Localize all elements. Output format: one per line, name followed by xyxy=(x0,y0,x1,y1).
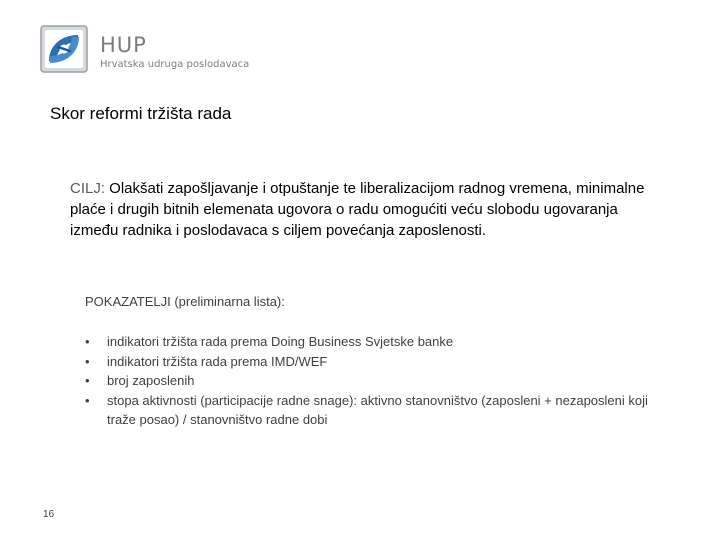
indicators-heading: POKAZATELJI (preliminarna lista): xyxy=(85,294,285,309)
indicator-text: stopa aktivnosti (participacije radne snage): aktivno stanovništvo (zaposleni + nezaposleni koji traže posao) / stanovništvo radne dobi xyxy=(107,392,648,427)
indicator-text: broj zaposlenih xyxy=(107,373,195,388)
bullet: • xyxy=(85,353,90,369)
goal-label: CILJ: xyxy=(70,180,106,197)
logo-subtitle: Hrvatska udruga poslodavaca xyxy=(100,59,250,70)
bullet: • xyxy=(85,392,90,408)
bullet: • xyxy=(85,373,90,388)
slide-title: Skor reformi tržišta rada xyxy=(50,104,232,123)
list-item xyxy=(85,332,655,352)
indicators-list xyxy=(85,332,655,430)
goal-paragraph xyxy=(70,178,660,241)
hup-logo xyxy=(40,25,250,75)
list-item xyxy=(85,352,655,372)
list-item xyxy=(85,391,655,430)
indicator-text: indikatori tržišta rada prema IMD/WEF xyxy=(107,353,328,369)
hup-logo-icon xyxy=(40,25,88,73)
bullet: • xyxy=(85,334,90,349)
logo-name: HUP xyxy=(100,33,147,57)
page-number: 16 xyxy=(43,509,55,520)
list-item xyxy=(85,371,655,391)
indicator-text: indikatori tržišta rada prema Doing Business Svjetske banke xyxy=(107,334,454,349)
goal-text: Olakšati zapošljavanje i otpuštanje te liberalizacijom radnog vremena, minimalne plaće i drugih bitnih elemenata ugovora o radu omogućiti veću slobodu ugovaranja između radnika i poslodavaca s ciljem povećanja zaposlenosti. xyxy=(70,180,645,239)
